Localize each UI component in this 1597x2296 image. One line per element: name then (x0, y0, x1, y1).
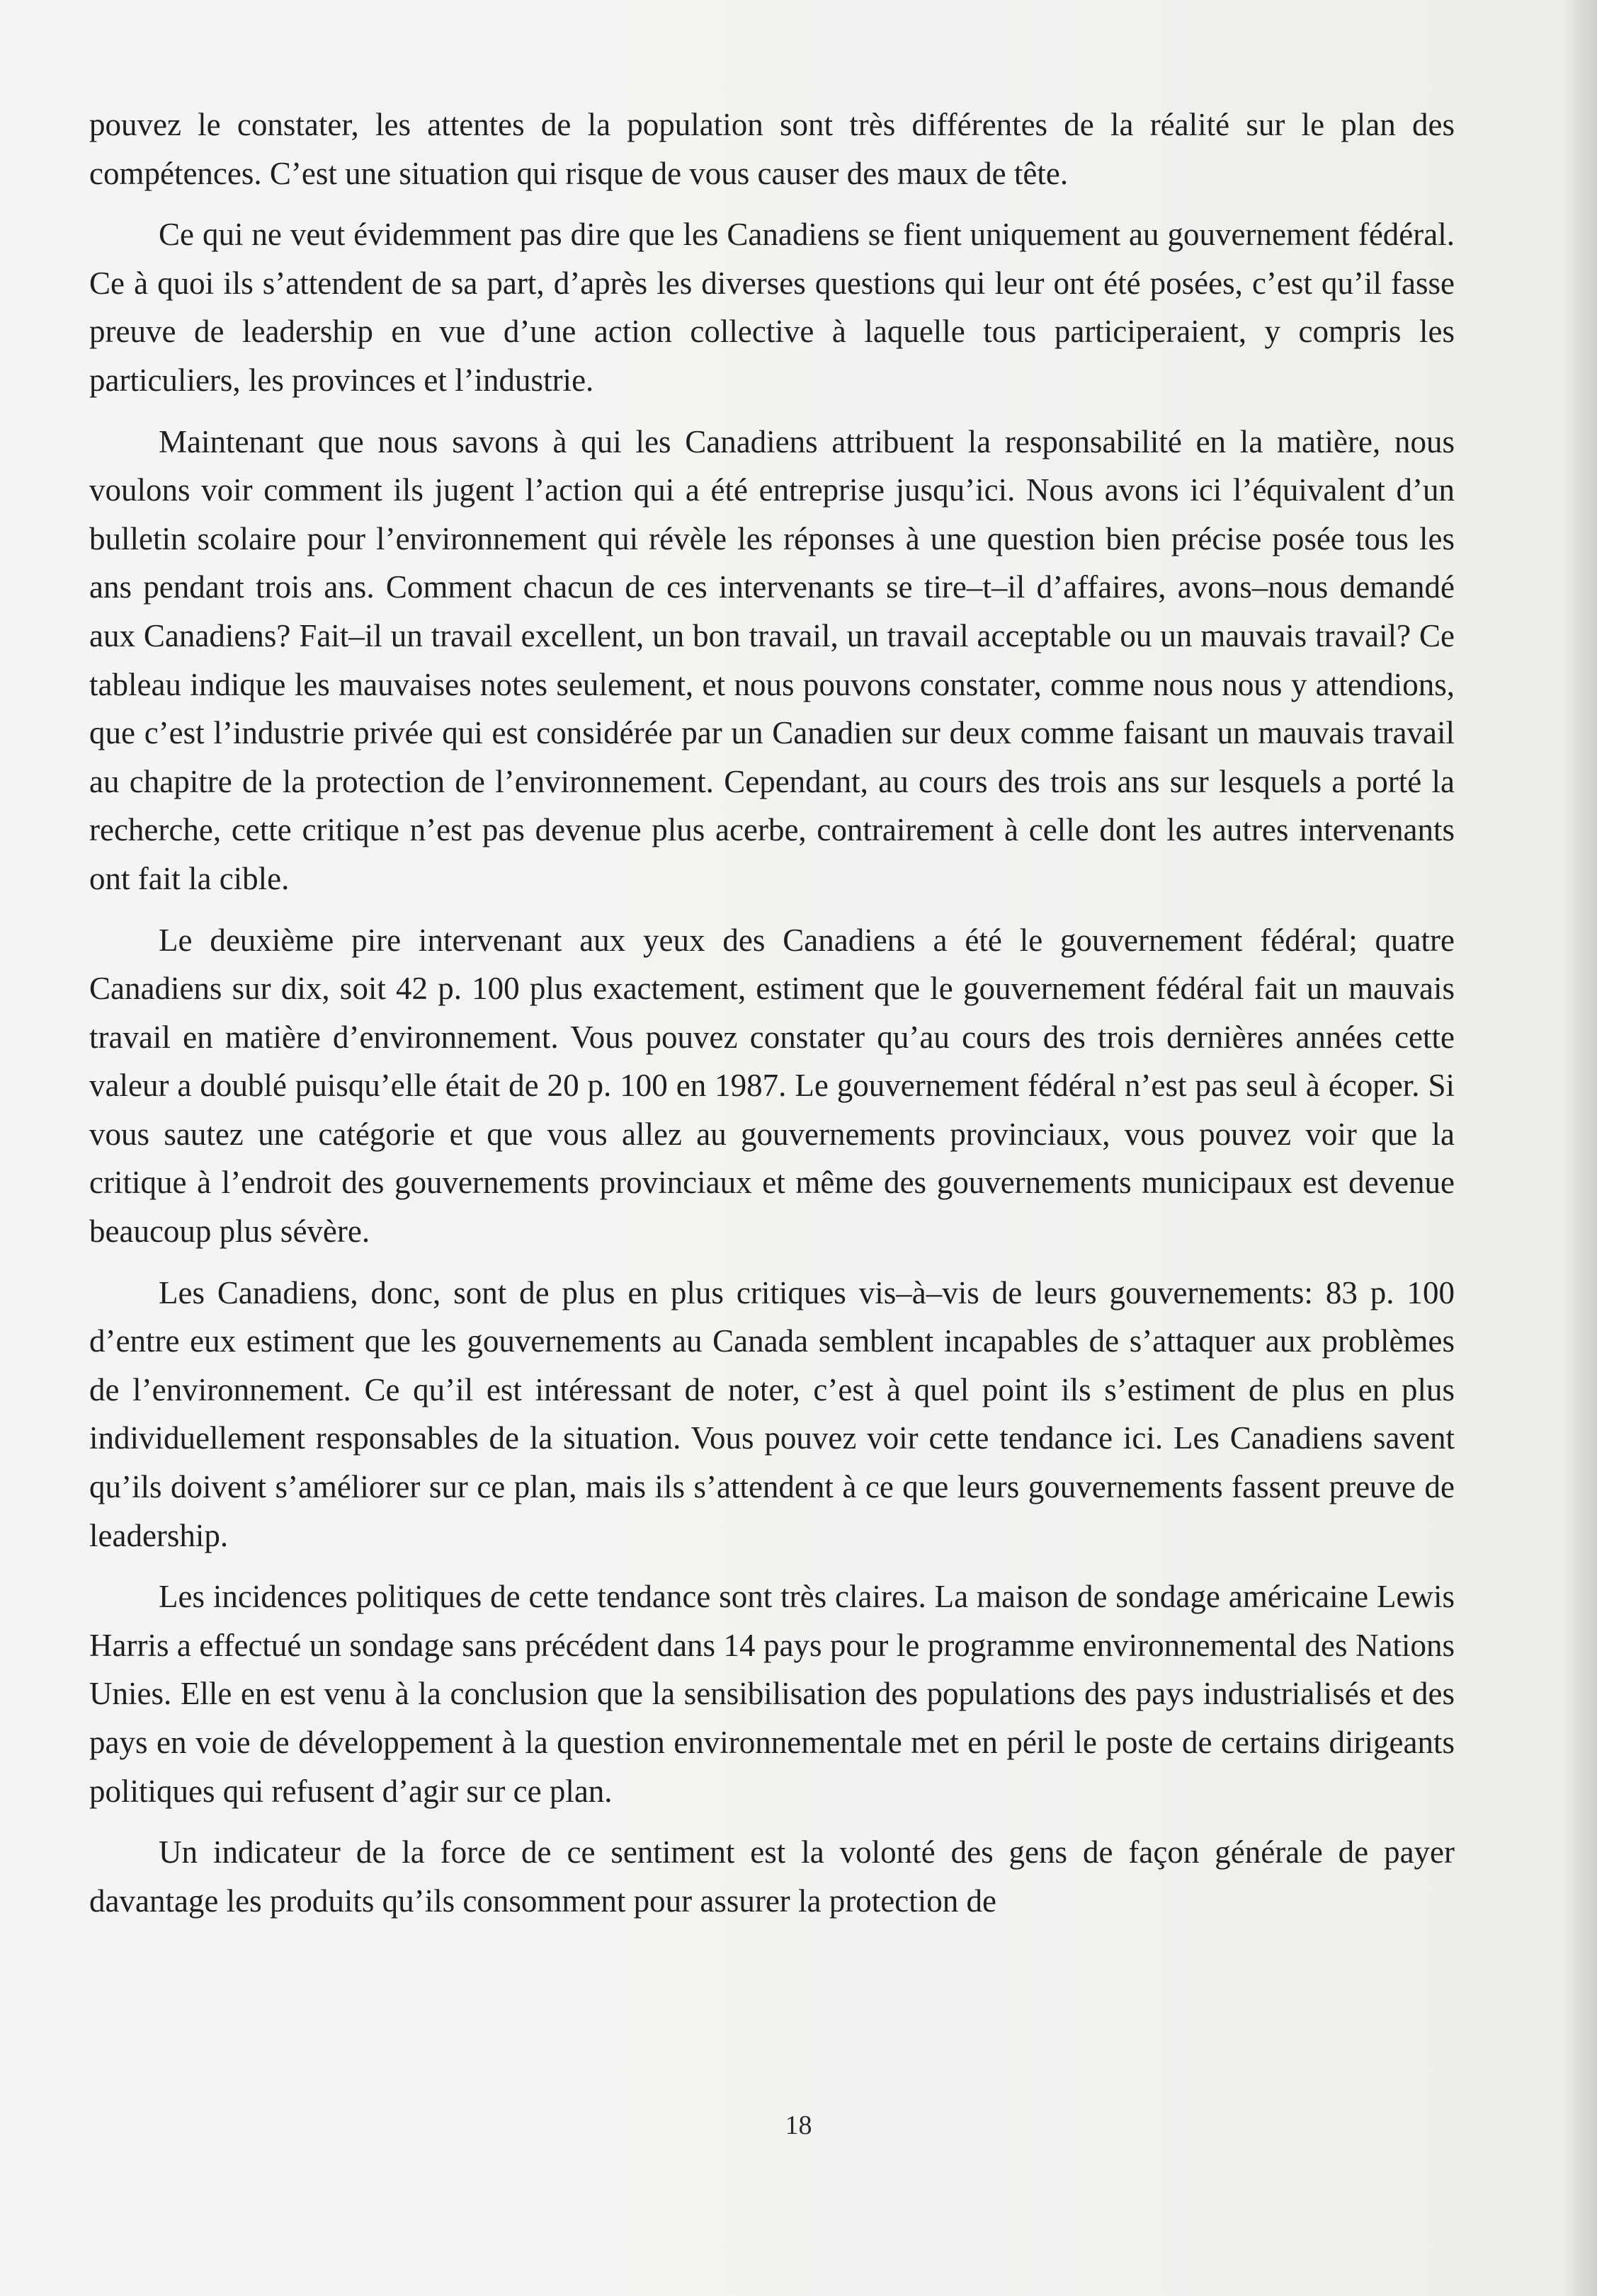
paragraph-3: Maintenant que nous savons à qui les Canadiens attribuent la responsabilité en la matière, nous voulons voir comment ils jugent l’action qui a été entreprise jusqu’ici. Nous avons ici l’équivalent d’un bulletin scolaire pour l’environnement qui révèle les réponses à une question bien précise posée tous les ans pendant trois ans. Comment chacun de ces intervenants se tire–t–il d’affaires, avons–nous demandé aux Canadiens? Fait–il un travail excellent, un bon travail, un travail acceptable ou un mauvais travail? Ce tableau indique les mauvaises notes seulement, et nous pouvons constater, comme nous nous y attendions, que c’est l’industrie privée qui est considérée par un Canadien sur deux comme faisant un mauvais travail au chapitre de la protection de l’environnement. Cependant, au cours des trois ans sur lesquels a porté la recherche, cette critique n’est pas devenue plus acerbe, contrairement à celle dont les autres intervenants ont fait la cible. (89, 423, 1455, 896)
paragraph-6: Les incidences politiques de cette tendance sont très claires. La maison de sondage américaine Lewis Harris a effectué un sondage sans précédent dans 14 pays pour le programme environnemental des Nations Unies. Elle en est venu à la conclusion que la sensibilisation des populations des pays industrialisés et des pays en voie de développement à la question environnementale met en péril le poste de certains dirigeants politiques qui refusent d’agir sur ce plan. (89, 1579, 1455, 1809)
paragraph-7: Un indicateur de la force de ce sentiment est la volonté des gens de façon générale de payer davantage les produits qu’ils consomment pour assurer la protection de (89, 1834, 1455, 1919)
paragraph-1: pouvez le constater, les attentes de la population sont très différentes de la réalité sur le plan des compétences. C’est une situation qui risque de vous causer des maux de tête. (89, 107, 1455, 191)
page-edge-shadow (1562, 0, 1597, 2296)
body-text (89, 101, 1455, 1938)
paragraph-2: Ce qui ne veut évidemment pas dire que les Canadiens se fient uniquement au gouvernement fédéral. Ce à quoi ils s’attendent de sa part, d’après les diverses questions qui leur ont été posées, c’est qu’il fasse preuve de leadership en vue d’une action collective à laquelle tous participeraient, y compris les particuliers, les provinces et l’industrie. (89, 217, 1455, 398)
page-number: 18 (785, 2111, 812, 2140)
paragraph-5: Les Canadiens, donc, sont de plus en plus critiques vis–à–vis de leurs gouvernements: 83 p. 100 d’entre eux estiment que les gouvernements au Canada semblent incapables de s’attaquer aux problèmes de l’environnement. Ce qu’il est intéressant de noter, c’est à quel point ils s’estiment de plus en plus individuellement responsables de la situation. Vous pouvez voir cette tendance ici. Les Canadiens savent qu’ils doivent s’améliorer sur ce plan, mais ils s’attendent à ce que leurs gouvernements fassent preuve de leadership. (89, 1274, 1455, 1553)
paragraph-4: Le deuxième pire intervenant aux yeux des Canadiens a été le gouvernement fédéral; quatre Canadiens sur dix, soit 42 p. 100 plus exactement, estiment que le gouvernement fédéral fait un mauvais travail en matière d’environnement. Vous pouvez constater qu’au cours des trois dernières années cette valeur a doublé puisqu’elle était de 20 p. 100 en 1987. Le gouvernement fédéral n’est pas seul à écoper. Si vous sautez une catégorie et que vous allez au gouvernements provinciaux, vous pouvez voir que la critique à l’endroit des gouvernements provinciaux et même des gouvernements municipaux est devenue beaucoup plus sévère. (89, 922, 1455, 1250)
